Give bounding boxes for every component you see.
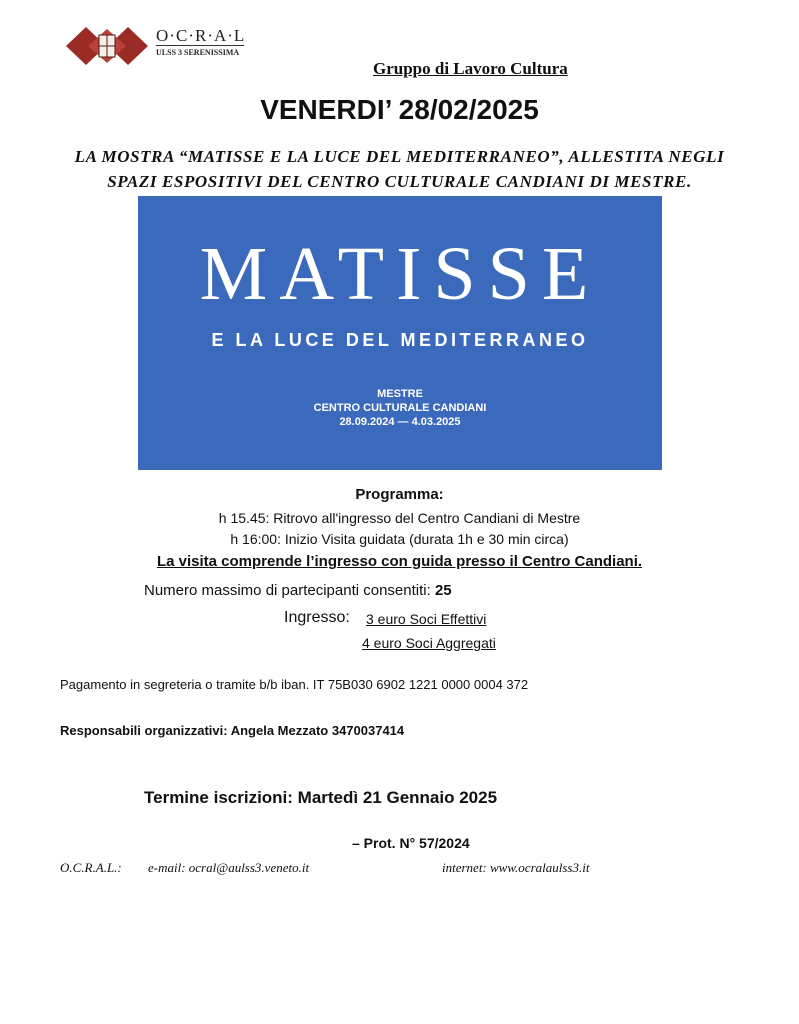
poster-dates: 28.09.2024 — 4.03.2025 <box>339 416 461 428</box>
footer-website: internet: www.ocralaulss3.it <box>442 860 590 875</box>
poster-venue: CENTRO CULTURALE CANDIANI <box>313 402 487 414</box>
logo-divider <box>156 45 244 46</box>
intro-suffix: ”, ALLESTITA NEGLI <box>550 147 725 166</box>
ocral-logo-icon <box>66 25 148 67</box>
event-date: VENERDI’ 28/02/2025 <box>260 94 539 125</box>
poster-city: MESTRE <box>377 388 423 400</box>
max-participants <box>144 582 452 599</box>
price-associate-members: 4 euro Soci Aggregati <box>362 635 496 651</box>
program-item-visit: h 16:00: Inizio Visita guidata (durata 1h e 30 min circa) <box>230 531 569 547</box>
logo-name: O·C·R·A·L <box>156 26 246 45</box>
poster-title: MATISSE <box>199 232 601 316</box>
program-item-meeting: h 15.45: Ritrovo all'ingresso del Centro Candiani di Mestre <box>218 510 581 526</box>
entry-label: Ingresso: <box>284 609 350 626</box>
exhibition-title: MATISSE E LA LUCE DEL MEDITERRANEO <box>188 147 551 166</box>
protocol-number: – Prot. N° 57/2024 <box>352 835 470 851</box>
organizers: Responsabili organizzativi: Angela Mezzato 3470037414 <box>60 723 405 738</box>
footer-email: e-mail: ocral@aulss3.veneto.it <box>148 860 310 875</box>
intro-prefix: LA MOSTRA “ <box>74 147 189 166</box>
registration-deadline: Termine iscrizioni: Martedì 21 Gennaio 2025 <box>144 788 498 807</box>
group-title: Gruppo di Lavoro Cultura <box>373 59 568 78</box>
footer-org: O.C.R.A.L.: <box>60 860 122 875</box>
poster-subtitle: E LA LUCE DEL MEDITERRANEO <box>211 330 589 350</box>
visit-note: La visita comprende l’ingresso con guida presso il Centro Candiani. <box>156 553 643 570</box>
max-participants-value: 25 <box>434 582 452 599</box>
intro-line-2: SPAZI ESPOSITIVI DEL CENTRO CULTURALE CANDIANI DI MESTRE. <box>107 172 692 191</box>
intro-line-1 <box>0 147 799 167</box>
payment-info: Pagamento in segreteria o tramite b/b iban. IT 75B030 6902 1221 0000 0004 372 <box>60 677 529 692</box>
max-participants-label: Numero massimo di partecipanti consentiti: <box>144 582 435 599</box>
exhibition-poster <box>138 196 662 470</box>
price-effective-members: 3 euro Soci Effettivi <box>366 611 487 627</box>
logo-subtitle: ULSS 3 SERENISSIMA <box>156 48 240 57</box>
program-heading: Programma: <box>355 486 444 503</box>
